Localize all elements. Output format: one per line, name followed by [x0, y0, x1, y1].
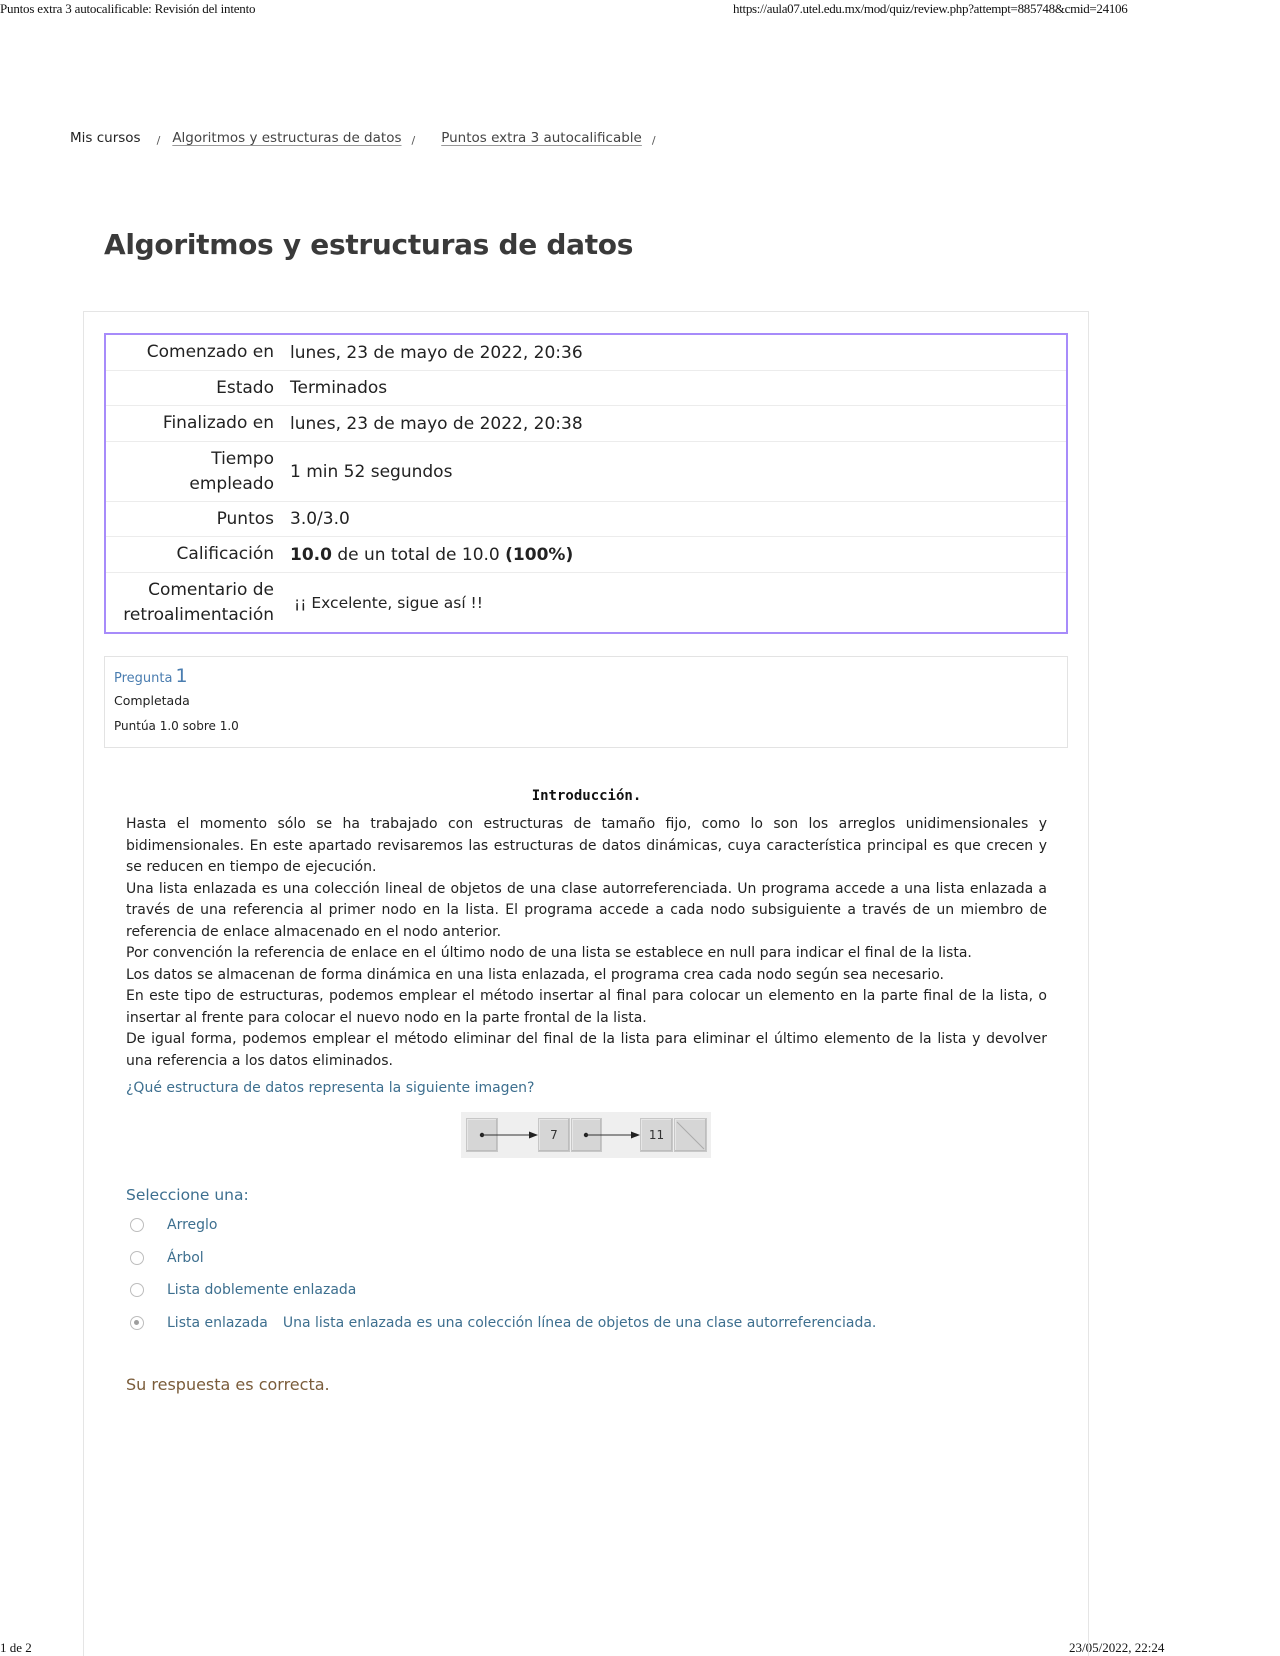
- intro-paragraph: Hasta el momento sólo se ha trabajado con estructuras de tamaño fijo, como lo son los arreglos unidimensionales y bidimensionales. En este apartado revisaremos las estructuras de datos dinámicas, cuya característica principal es que crecen y se reducen en tiempo de ejecución.: [126, 816, 1047, 875]
- question-grade: Puntúa 1.0 sobre 1.0: [114, 719, 239, 733]
- node-value: 7: [550, 1128, 558, 1142]
- print-url: https://aula07.utel.edu.mx/mod/quiz/review.php?attempt=885748&cmid=24106: [733, 1, 1128, 16]
- print-datetime: 23/05/2022, 22:24: [1069, 1640, 1165, 1655]
- option-label: Lista doblemente enlazada: [167, 1282, 357, 1298]
- grade-score: 10.0: [290, 544, 332, 565]
- attempt-summary-table: [104, 333, 1068, 634]
- summary-value: 3.0/3.0: [290, 509, 350, 529]
- question-label: Pregunta: [114, 671, 173, 686]
- radio-button[interactable]: [130, 1251, 144, 1265]
- radio-button[interactable]: [130, 1218, 144, 1232]
- print-page-title: Puntos extra 3 autocalificable: Revisión del intento: [0, 1, 256, 16]
- intro-paragraph: Los datos se almacenan de forma dinámica en una lista enlazada, el programa crea cada nodo según sea necesario.: [126, 966, 944, 983]
- question-info-box: [104, 656, 1068, 748]
- answer-option-arreglo[interactable]: [130, 1217, 218, 1233]
- intro-paragraph: Por convención la referencia de enlace en el último nodo de una lista se establece en null para indicar el final de la lista.: [126, 945, 972, 961]
- summary-label: Calificación: [176, 544, 274, 564]
- answer-result: Su respuesta es correcta.: [126, 1375, 330, 1394]
- intro-paragraph: En este tipo de estructuras, podemos emplear el método insertar al final para colocar un elemento en la parte final de la lista, o insertar al frente para colocar el nuevo nodo en la parte frontal de la lista.: [126, 988, 1047, 1026]
- breadcrumb-separator: /: [651, 133, 656, 147]
- breadcrumb-course-link[interactable]: Algoritmos y estructuras de datos: [172, 130, 402, 146]
- summary-row-started: [106, 335, 1066, 371]
- breadcrumb-separator: /: [411, 133, 416, 147]
- summary-value: lunes, 23 de mayo de 2022, 20:38: [290, 413, 583, 434]
- summary-label: Comenzado en: [146, 342, 274, 362]
- grade-percent: (100%): [505, 544, 574, 565]
- summary-row-feedback: [106, 573, 1066, 632]
- radio-button-checked[interactable]: [130, 1316, 144, 1330]
- summary-value: Terminados: [290, 378, 388, 398]
- summary-value: lunes, 23 de mayo de 2022, 20:36: [290, 342, 583, 363]
- summary-value: 1 min 52 segundos: [290, 461, 453, 482]
- answer-option-arbol[interactable]: [130, 1250, 204, 1266]
- page-title: Algoritmos y estructuras de datos: [104, 228, 634, 261]
- summary-label: Comentario de retroalimentación: [123, 579, 274, 625]
- summary-value: [274, 545, 573, 565]
- summary-value: ¡¡ Excelente, sigue así !!: [294, 593, 483, 612]
- select-one-label: Seleccione una:: [126, 1186, 249, 1204]
- print-page-number: 1 de 2: [0, 1640, 32, 1655]
- summary-row-grade: [106, 537, 1066, 573]
- linked-list-diagram: [461, 1112, 711, 1158]
- breadcrumb-separator: /: [156, 133, 161, 147]
- summary-row-time-taken: [106, 442, 1066, 502]
- summary-row-finished: [106, 406, 1066, 442]
- breadcrumb: [70, 130, 668, 146]
- intro-text: [126, 814, 1047, 1072]
- summary-label: Finalizado en: [162, 413, 274, 433]
- grade-total: de un total de 10.0: [331, 544, 506, 565]
- question-number: [114, 665, 1058, 687]
- breadcrumb-my-courses[interactable]: Mis cursos: [70, 130, 141, 146]
- summary-label: Tiempo empleado: [189, 448, 274, 494]
- answer-option-lista-doble[interactable]: [130, 1282, 356, 1298]
- question-number-value: 1: [175, 665, 188, 687]
- summary-label: Estado: [216, 377, 274, 398]
- link-arrows-icon: [461, 1112, 711, 1158]
- intro-title: Introducción.: [531, 788, 642, 804]
- summary-row-state: [106, 371, 1066, 406]
- node-value: 11: [648, 1128, 665, 1142]
- option-feedback: Una lista enlazada es una colección línea de objetos de una clase autorreferenciada.: [282, 1315, 877, 1331]
- answer-option-lista-enlazada[interactable]: [130, 1315, 876, 1331]
- summary-label: Puntos: [216, 508, 274, 529]
- option-label: Arreglo: [167, 1217, 218, 1233]
- intro-paragraph: De igual forma, podemos emplear el método eliminar del final de la lista para eliminar el último elemento de la lista y devolver una referencia a los datos eliminados.: [126, 1031, 1047, 1069]
- summary-row-points: [106, 502, 1066, 537]
- radio-button[interactable]: [130, 1283, 144, 1297]
- question-content: [126, 788, 1047, 1096]
- option-label: Árbol: [167, 1250, 204, 1266]
- question-prompt: ¿Qué estructura de datos representa la siguiente imagen?: [126, 1080, 535, 1096]
- question-state: Completada: [114, 693, 190, 708]
- option-label: Lista enlazada: [167, 1315, 268, 1331]
- breadcrumb-quiz-link[interactable]: Puntos extra 3 autocalificable: [441, 130, 642, 146]
- intro-paragraph: Una lista enlazada es una colección lineal de objetos de una clase autorreferenciada. Un programa accede a una lista enlazada a través de una referencia al primer nodo en la lista. El programa accede a cada nodo subsiguiente a través de un miembro de referencia de enlace almacenado en el nodo anterior.: [126, 880, 1047, 940]
